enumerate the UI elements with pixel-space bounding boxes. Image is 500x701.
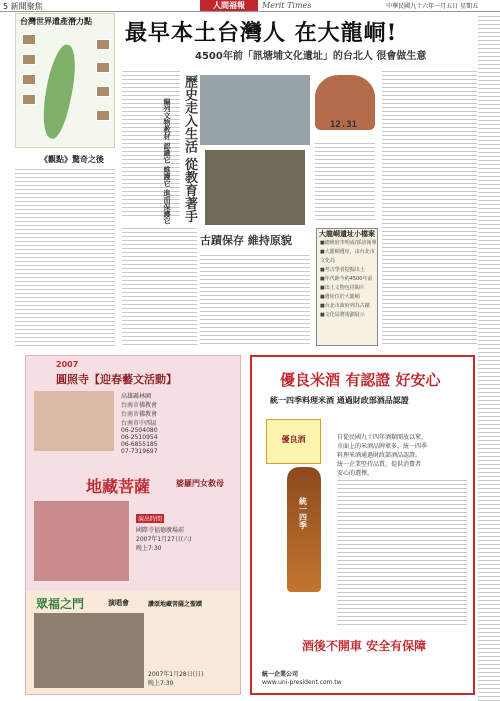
show-details — [136, 506, 236, 552]
excavation-pit-photo — [205, 150, 305, 225]
subheadline: 4500年前「訊塘埔文化遺址」的台北人 很會做生意 — [195, 51, 427, 62]
contact-line: 06-2504080 — [121, 427, 158, 434]
show-subtitle: 婆羅門女救母 — [176, 479, 224, 488]
byline: 編列文物教材 認識它 維護它 進而保護它 — [163, 98, 172, 225]
contact-line: 台南市中西區 — [121, 420, 158, 427]
article-text-column — [122, 225, 197, 345]
contact-line: 台南市佛教會 — [121, 411, 158, 418]
ad-subtitle: 統一四季料理米酒 通過財政部酒品認證 — [270, 396, 409, 405]
heritage-thumb — [96, 110, 110, 121]
certification-seal: 優良酒 — [266, 419, 321, 464]
ad-slogan: 酒後不開車 安全有保障 — [301, 639, 427, 653]
contact-line: 07-7319697 — [121, 448, 158, 455]
info-item: ■文化局將規劃展示 — [320, 312, 365, 318]
rice-wine-ad — [250, 355, 475, 695]
concert-panel — [26, 591, 240, 694]
photo-date-label: 12.31 — [330, 120, 358, 130]
info-box — [316, 228, 378, 346]
info-item: ■大龍峒遺址，由台北市文化局 — [320, 249, 375, 264]
body-line: 統一企業堅持品質，提供消費者 — [337, 461, 422, 468]
concert-subtitle: 演唱會 — [108, 599, 129, 607]
concert-date: 2007年1月28日(日) — [148, 671, 204, 678]
english-logo: Merit Times — [262, 1, 312, 10]
body-line: 市面上的米酒品牌眾多，統一四季 — [337, 443, 428, 450]
excavation-site-photo — [200, 75, 310, 145]
deity-figure-image — [34, 391, 114, 451]
choir-photo — [34, 613, 144, 688]
contact-line: 台南市佛教會 — [121, 402, 158, 409]
heritage-thumb — [96, 39, 110, 50]
opinion-text — [15, 166, 115, 346]
ad-year: 2007 — [56, 360, 79, 369]
heritage-thumb — [96, 62, 110, 73]
adjacent-page-edge — [478, 13, 500, 701]
heritage-thumb — [22, 94, 36, 105]
heritage-thumb — [96, 86, 110, 97]
event-date: 2007年1月27日(六) — [136, 536, 192, 543]
info-item: ■總統府李明成/採訪報導 — [320, 240, 377, 246]
heritage-thumb — [22, 34, 36, 45]
bottle-label: 統一四季 — [298, 497, 309, 529]
heritage-thumb — [22, 74, 36, 85]
performers-photo — [34, 501, 129, 581]
concert-theme: 讚頌地藏菩薩之聖蹟 — [148, 601, 203, 608]
info-item: ■遺址位於大龍峒 — [320, 294, 360, 300]
concert-hour: 晚上7:30 — [148, 680, 174, 687]
ad-title: 優良米酒 有認證 好安心 — [280, 371, 441, 389]
map-title: 台灣世界遺產潛力點 — [20, 17, 92, 26]
event-time: 晚上7:30 — [136, 545, 162, 552]
masthead — [0, 0, 500, 12]
wine-bottle-image — [287, 467, 321, 592]
date-label: 演出時間 — [138, 516, 163, 523]
ad-fine-print — [337, 477, 467, 627]
company-name: 統一企業公司 — [262, 671, 299, 678]
headline: 最早本土台灣人 在大龍峒! — [125, 20, 398, 46]
article-text-column — [200, 252, 310, 347]
article-text-column — [382, 68, 477, 346]
concert-time — [148, 669, 238, 687]
vertical-heading: 歷史走入生活 從教育著手 — [182, 75, 197, 223]
temple-event-ad — [25, 355, 241, 695]
contact-list — [121, 391, 236, 455]
taiwan-map-icon — [36, 42, 81, 140]
body-line: 自從民國九十四年酒類開放以來， — [337, 434, 428, 441]
opinion-title: 《觀點》驚奇之後 — [40, 155, 104, 164]
contact-line: 高雄縣林園 — [121, 393, 152, 400]
page-number: 5 新聞聚焦 — [3, 2, 43, 11]
body-line: 安心的選擇。 — [337, 470, 374, 477]
photo-caption: 古蹟保存 維持原貌 — [200, 234, 292, 247]
newspaper-logo: 人間福報 — [200, 0, 258, 11]
issue-date: 中華民國九十六年一月五日 星期五 — [386, 3, 478, 10]
venue: 國際寺福德廣場前 — [136, 527, 185, 534]
show-title: 地藏菩薩 — [86, 477, 151, 496]
photo-caption-text — [315, 140, 375, 220]
company-website: www.uni-president.com.tw — [262, 679, 342, 686]
info-item: ■年代距今約4500年前 — [320, 276, 373, 282]
ad-body-text — [337, 432, 469, 477]
info-item: ■台北市政府列為古蹟 — [320, 303, 370, 309]
temple-event-title: 圓照寺【迎春藝文活動】 — [56, 373, 177, 386]
map-box — [15, 13, 115, 148]
heritage-thumb — [22, 54, 36, 65]
contact-line: 06-6855185 — [121, 441, 158, 448]
body-line: 料理米酒通過財政部酒品認證。 — [337, 452, 422, 459]
info-item: ■出土文物包括陶片 — [320, 285, 365, 291]
info-box-title: 大龍峒遺址小檔案 — [319, 230, 375, 238]
concert-title: 眾福之門 — [36, 597, 85, 611]
info-item: ■考古學者挖掘出土 — [320, 267, 365, 273]
contact-line: 06-2510954 — [121, 434, 158, 441]
